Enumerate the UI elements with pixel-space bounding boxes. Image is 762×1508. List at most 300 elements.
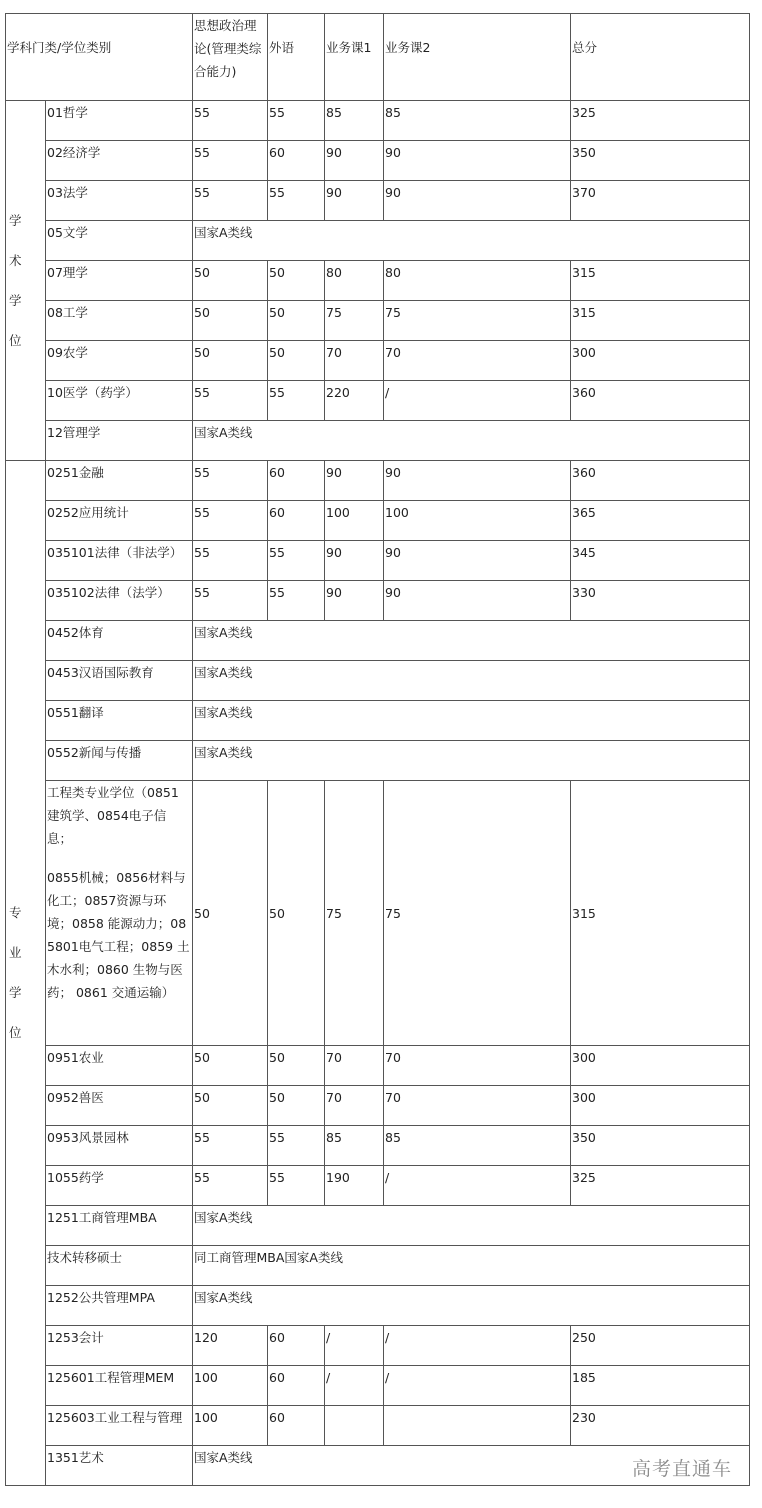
row-name-text: 09农学 [47,345,88,360]
row-course2-text: 75 [385,905,401,921]
row-total [571,781,750,1046]
row-course2 [384,1326,571,1366]
table-row [6,581,750,621]
table-row [6,1366,750,1406]
row-note [193,1286,750,1326]
row-name-text: 0951农业 [47,1050,104,1065]
row-course1-text: 70 [326,1090,342,1105]
header-course2: 业务课2 [384,14,571,101]
row-total-text: 360 [572,465,596,480]
row-foreign [268,141,325,181]
row-course1-text: 80 [326,265,342,280]
row-course1 [325,1046,384,1086]
row-course1-text: 100 [326,505,350,520]
table-row [6,741,750,781]
row-name [46,1406,193,1446]
row-total-text: 300 [572,345,596,360]
row-total [571,541,750,581]
row-course1 [325,341,384,381]
row-note [193,741,750,781]
table-row [6,621,750,661]
row-foreign-text: 50 [269,1050,285,1065]
row-foreign [268,1046,325,1086]
row-course2-text: 75 [385,305,401,320]
row-foreign [268,261,325,301]
row-politics [193,1366,268,1406]
table-row [6,101,750,141]
table-row [6,1046,750,1086]
row-total [571,141,750,181]
row-foreign-text: 60 [269,1370,285,1385]
row-note [193,701,750,741]
row-name [46,301,193,341]
row-name [46,621,193,661]
row-name-text: 0252应用统计 [47,505,129,520]
row-politics [193,381,268,421]
table-row [6,1086,750,1126]
row-course2 [384,101,571,141]
row-course2 [384,341,571,381]
row-course2-text: 85 [385,105,401,120]
row-name-text: 08工学 [47,305,88,320]
row-politics-text: 100 [194,1370,218,1385]
table-row [6,221,750,261]
row-course2-text: 90 [385,185,401,200]
row-total [571,261,750,301]
row-foreign-text: 60 [269,1330,285,1345]
row-course1 [325,501,384,541]
row-total-text: 185 [572,1370,596,1385]
row-name [46,581,193,621]
row-total-text: 300 [572,1050,596,1065]
row-course1 [325,541,384,581]
row-name-text: 工程类专业学位（0851建筑学、0854电子信息； [47,785,179,846]
row-name-text: 035102法律（法学） [47,585,170,600]
row-politics-text: 50 [194,305,210,320]
table-row [6,1166,750,1206]
row-foreign [268,541,325,581]
row-course2-text: 90 [385,145,401,160]
row-course2 [384,461,571,501]
row-foreign-text: 55 [269,385,285,400]
table-row [6,781,750,1046]
row-politics [193,1086,268,1126]
row-course1-text: 85 [326,1130,342,1145]
row-note-text: 国家A类线 [194,705,253,720]
row-course2 [384,1406,571,1446]
row-foreign-text: 50 [269,265,285,280]
row-name-text: 0953风景园林 [47,1130,129,1145]
row-note [193,621,750,661]
row-name [46,341,193,381]
row-politics [193,1406,268,1446]
row-foreign-text: 50 [269,305,285,320]
row-politics-text: 55 [194,1170,210,1185]
row-total [571,1046,750,1086]
row-politics-text: 50 [194,1090,210,1105]
row-total [571,1086,750,1126]
row-course1 [325,301,384,341]
row-note-text: 国家A类线 [194,1210,253,1225]
header-foreign: 外语 [268,14,325,101]
row-course2-text: 80 [385,265,401,280]
row-politics [193,341,268,381]
row-course1-text: 90 [326,185,342,200]
row-course2 [384,301,571,341]
row-name [46,1206,193,1246]
row-note [193,421,750,461]
row-note-text: 同工商管理MBA国家A类线 [194,1250,343,1265]
row-politics [193,301,268,341]
row-name-text: 0453汉语国际教育 [47,665,154,680]
row-course1-text: 90 [326,585,342,600]
row-total-text: 300 [572,1090,596,1105]
table-row [6,501,750,541]
row-name [46,261,193,301]
row-politics-text: 55 [194,105,210,120]
row-course1 [325,1166,384,1206]
row-politics-text: 55 [194,385,210,400]
row-foreign [268,581,325,621]
row-politics-text: 55 [194,465,210,480]
row-foreign-text: 55 [269,1170,285,1185]
row-note [193,1206,750,1246]
row-politics-text: 55 [194,505,210,520]
professional-group-text: 专业学位 [9,905,22,1040]
row-total-text: 325 [572,105,596,120]
row-foreign-text: 60 [269,145,285,160]
row-foreign-text: 55 [269,185,285,200]
row-name-text: 0251金融 [47,465,104,480]
row-course2-text: 90 [385,545,401,560]
row-course1 [325,1326,384,1366]
row-foreign [268,381,325,421]
row-name [46,1126,193,1166]
row-name [46,221,193,261]
row-name-text: 0551翻译 [47,705,104,720]
row-total-text: 330 [572,585,596,600]
row-foreign-text: 55 [269,585,285,600]
row-name-text: 1251工商管理MBA [47,1210,157,1225]
row-total-text: 360 [572,385,596,400]
row-name [46,1366,193,1406]
table-row [6,1406,750,1446]
row-total-text: 315 [572,305,596,320]
row-total-text: 370 [572,185,596,200]
row-total-text: 350 [572,1130,596,1145]
row-name-text: 1351艺术 [47,1450,104,1465]
row-total [571,461,750,501]
row-name [46,381,193,421]
row-politics [193,101,268,141]
row-name [46,701,193,741]
row-politics-text: 120 [194,1330,218,1345]
row-course2-text: / [385,1170,390,1185]
row-course2 [384,1086,571,1126]
header-politics: 思想政治理论(管理类综合能力) [193,14,268,101]
table-row [6,1286,750,1326]
row-name-text: 0552新闻与传播 [47,745,142,760]
row-name [46,1046,193,1086]
row-foreign [268,1166,325,1206]
row-course1-text: / [326,1370,331,1385]
row-course1-text: / [326,1330,331,1345]
row-foreign-text: 60 [269,465,285,480]
table-row [6,661,750,701]
row-note-text: 国家A类线 [194,625,253,640]
row-note [193,661,750,701]
row-foreign-text: 55 [269,1130,285,1145]
row-politics [193,141,268,181]
row-politics-text: 50 [194,1050,210,1065]
row-total-text: 345 [572,545,596,560]
row-name-cont: 0855机械；0856材料与化工；0857资源与环境；0858 能源动力；085801电气工程；0859 土木水利；0860 生物与医药； 0861 交通运输） [47,870,190,1000]
academic-group-label [6,101,46,461]
row-politics-text: 55 [194,185,210,200]
row-note [193,1246,750,1286]
row-politics [193,1126,268,1166]
row-politics [193,181,268,221]
row-politics [193,581,268,621]
table-row [6,701,750,741]
row-total [571,181,750,221]
row-course2-text: 70 [385,1050,401,1065]
row-course2 [384,381,571,421]
row-course1 [325,381,384,421]
row-course2 [384,1366,571,1406]
row-course2 [384,781,571,1046]
row-name [46,781,193,1046]
row-note-text: 国家A类线 [194,665,253,680]
row-total [571,381,750,421]
row-course2-text: / [385,1330,390,1345]
row-note-text: 国家A类线 [194,745,253,760]
row-name-text: 技术转移硕士 [47,1250,123,1265]
row-total-text: 325 [572,1170,596,1185]
row-course1-text: 90 [326,545,342,560]
table-row [6,421,750,461]
row-name [46,741,193,781]
row-name-text: 0952兽医 [47,1090,104,1105]
row-foreign-text: 55 [269,545,285,560]
row-course1-text: 75 [326,905,342,921]
row-politics [193,1166,268,1206]
table-row [6,1126,750,1166]
row-name-text: 0452体育 [47,625,104,640]
row-course2 [384,541,571,581]
row-foreign [268,501,325,541]
row-total [571,1166,750,1206]
row-foreign [268,461,325,501]
row-foreign-text: 60 [269,505,285,520]
row-note-text: 国家A类线 [194,225,253,240]
row-politics [193,1046,268,1086]
row-course1-text: 190 [326,1170,350,1185]
row-course1 [325,1406,384,1446]
row-total [571,1126,750,1166]
row-name-text: 125603工业工程与管理 [47,1410,183,1425]
row-name [46,1246,193,1286]
row-name [46,101,193,141]
row-course2 [384,181,571,221]
row-course2 [384,1166,571,1206]
row-note-text: 国家A类线 [194,1450,253,1465]
row-course2-text: / [385,1370,390,1385]
table-row [6,381,750,421]
row-foreign [268,1086,325,1126]
row-name [46,661,193,701]
row-foreign [268,781,325,1046]
row-course2 [384,141,571,181]
row-course1-text: 70 [326,345,342,360]
row-note-text: 国家A类线 [194,425,253,440]
row-total [571,341,750,381]
row-name-text: 12管理学 [47,425,101,440]
row-name [46,1086,193,1126]
row-foreign-text: 55 [269,105,285,120]
watermark: 高考直通车 [631,1458,732,1480]
row-name-text: 1253会计 [47,1330,104,1345]
row-course1 [325,1086,384,1126]
row-name [46,1286,193,1326]
row-politics-text: 55 [194,545,210,560]
row-name [46,541,193,581]
row-name-text: 02经济学 [47,145,101,160]
row-course1-text: 70 [326,1050,342,1065]
row-politics-text: 50 [194,345,210,360]
row-total-text: 365 [572,505,596,520]
row-name [46,181,193,221]
header-total: 总分 [571,14,750,101]
row-course1 [325,141,384,181]
row-politics [193,461,268,501]
row-politics-text: 55 [194,1130,210,1145]
row-course2-text: 85 [385,1130,401,1145]
row-foreign [268,1126,325,1166]
row-total-text: 315 [572,265,596,280]
row-foreign [268,1406,325,1446]
row-politics-text: 100 [194,1410,218,1425]
row-politics [193,501,268,541]
table-row [6,1326,750,1366]
row-foreign [268,341,325,381]
row-course2-text: 90 [385,585,401,600]
row-name-text: 125601工程管理MEM [47,1370,175,1385]
row-total [571,581,750,621]
row-name-text: 05文学 [47,225,88,240]
row-name-text: 1252公共管理MPA [47,1290,155,1305]
header-course1: 业务课1 [325,14,384,101]
row-name-text: 1055药学 [47,1170,104,1185]
row-name [46,1326,193,1366]
row-politics-text: 55 [194,585,210,600]
row-total-text: 250 [572,1330,596,1345]
table-row [6,1206,750,1246]
row-name [46,421,193,461]
header-category: 学科门类/学位类别 [6,14,193,101]
table-row [6,541,750,581]
row-politics-text: 55 [194,145,210,160]
row-course2 [384,1126,571,1166]
row-course2-text: 90 [385,465,401,480]
row-foreign [268,1326,325,1366]
academic-group-text: 学术学位 [9,212,22,348]
row-total [571,1366,750,1406]
row-course2 [384,501,571,541]
row-politics [193,781,268,1046]
row-course1-text: 220 [326,385,350,400]
row-total-text: 350 [572,145,596,160]
row-course2 [384,1046,571,1086]
row-total [571,501,750,541]
row-course1 [325,181,384,221]
row-course1-text: 90 [326,465,342,480]
row-course1 [325,781,384,1046]
table-row [6,1246,750,1286]
row-foreign-text: 50 [269,905,285,921]
row-total-text: 230 [572,1410,596,1425]
table-row [6,301,750,341]
row-foreign [268,1366,325,1406]
row-course1-text: 75 [326,305,342,320]
row-course1 [325,461,384,501]
row-politics [193,541,268,581]
row-name-text: 035101法律（非法学） [47,545,183,560]
row-name [46,1446,193,1486]
row-name [46,461,193,501]
row-foreign [268,301,325,341]
row-name-text: 10医学（药学） [47,385,138,400]
row-name-text: 01哲学 [47,105,88,120]
row-note-text: 国家A类线 [194,1290,253,1305]
row-course1-text: 90 [326,145,342,160]
row-name-text: 07理学 [47,265,88,280]
row-course2-text: 100 [385,505,409,520]
row-course1 [325,1126,384,1166]
row-politics-text: 50 [194,905,210,921]
row-foreign [268,181,325,221]
row-name [46,141,193,181]
table-row [6,181,750,221]
row-foreign-text: 50 [269,1090,285,1105]
row-course1 [325,261,384,301]
row-total-text: 315 [572,905,596,921]
row-politics-text: 50 [194,265,210,280]
row-total [571,101,750,141]
row-course2-text: / [385,385,390,400]
row-foreign [268,101,325,141]
score-table [5,13,750,1486]
row-course1 [325,581,384,621]
row-course2-text: 70 [385,345,401,360]
row-name-text: 03法学 [47,185,88,200]
row-course1 [325,101,384,141]
row-politics [193,261,268,301]
table-row [6,141,750,181]
row-course2 [384,261,571,301]
row-course1-text: 85 [326,105,342,120]
row-course1 [325,1366,384,1406]
row-foreign-text: 60 [269,1410,285,1425]
table-row [6,461,750,501]
table-row [6,341,750,381]
row-note [193,221,750,261]
row-foreign-text: 50 [269,345,285,360]
row-course2-text: 70 [385,1090,401,1105]
row-name [46,1166,193,1206]
row-name [46,501,193,541]
table-row [6,261,750,301]
